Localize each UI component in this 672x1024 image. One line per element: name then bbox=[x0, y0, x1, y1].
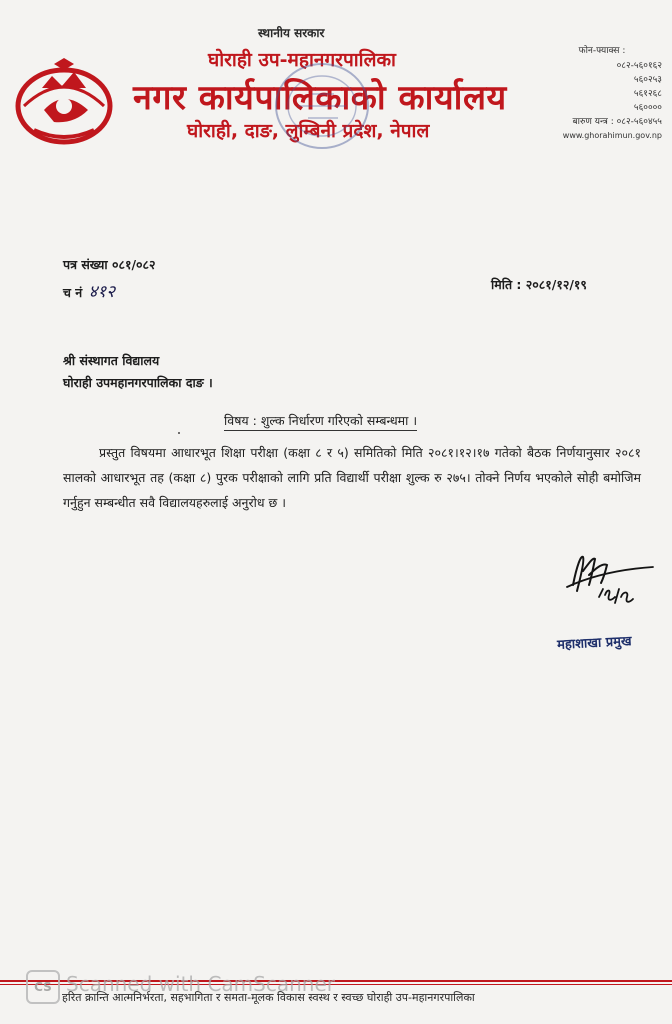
letter-body-text: प्रस्तुत विषयमा आधारभूत शिक्षा परीक्षा (कक्षा ८ र ५) समितिको मिति २०८१।१२।१७ गतेको बैठक निर्णयानुसार २०८१ सालको आधारभूत तह (कक्षा ८) पुरक परीक्षाको लागि प्रति विद्यार्थी परीक्षा शुल्क रु २७५। तोक्ने निर्णय भएकोले सोही बमोजिम गर्नुहुन सम्बन्धीत सवै विद्यालयहरुलाई अनुरोध छ । bbox=[63, 445, 641, 510]
phone-number: ५६१२६८ bbox=[633, 89, 662, 99]
footer-motto: हरित क्रान्ति आत्मनिर्भरता, सहभागिता र समता-मूलक विकास स्वस्थ र स्वच्छ घोराही उप-महानगरपालिका bbox=[62, 991, 475, 1004]
contact-block bbox=[542, 44, 662, 143]
camscanner-watermark: Scanned with CamScanner bbox=[66, 972, 335, 996]
phone-fax-label: फोन-फ्याक्स : bbox=[578, 46, 626, 56]
municipality-name: घोराही उप-महानगरपालिका bbox=[208, 49, 396, 71]
phone-number: ५६०००० bbox=[633, 103, 662, 113]
signature-date: १२/१९ bbox=[597, 607, 600, 608]
nepal-emblem-icon bbox=[14, 58, 114, 146]
recipient-line-1: श्री संस्थागत विद्यालय bbox=[63, 353, 160, 368]
dispatch-label: च नं bbox=[63, 285, 83, 300]
dispatch-number bbox=[63, 279, 115, 302]
letter-subject: विषय : शुल्क निर्धारण गरिएको सम्बन्धमा । bbox=[224, 412, 417, 431]
phone-number: ०८२-५६०१६२ bbox=[616, 61, 662, 71]
office-stamp-icon bbox=[268, 56, 376, 156]
local-government-label: स्थानीय सरकार bbox=[258, 26, 325, 40]
ink-dot bbox=[178, 432, 180, 434]
office-title: नगर कार्यपालिकाको कार्यालय bbox=[133, 78, 507, 118]
recipient-line-2: घोराही उपमहानगरपालिका दाङ । bbox=[63, 375, 213, 390]
dispatch-number-value: ४१२ bbox=[88, 282, 116, 302]
fire-service-number: बारुण यन्त्र : ०८२-५६०४५५ bbox=[572, 117, 662, 127]
reference-number: पत्र संख्या ०८१/०८२ bbox=[63, 257, 156, 272]
phone-number: ५६०२५३ bbox=[633, 75, 662, 85]
signature-icon bbox=[563, 545, 659, 625]
camscanner-logo-icon: CS bbox=[26, 970, 60, 1004]
letter-body bbox=[63, 440, 641, 515]
office-address: घोराही, दाङ, लुम्बिनी प्रदेश, नेपाल bbox=[187, 120, 430, 142]
letter-date: मिति : २०८१/१२/१९ bbox=[491, 277, 587, 292]
website-link[interactable]: www.ghorahimun.gov.np bbox=[562, 131, 662, 140]
signatory-title: महाशाखा प्रमुख bbox=[556, 634, 633, 653]
